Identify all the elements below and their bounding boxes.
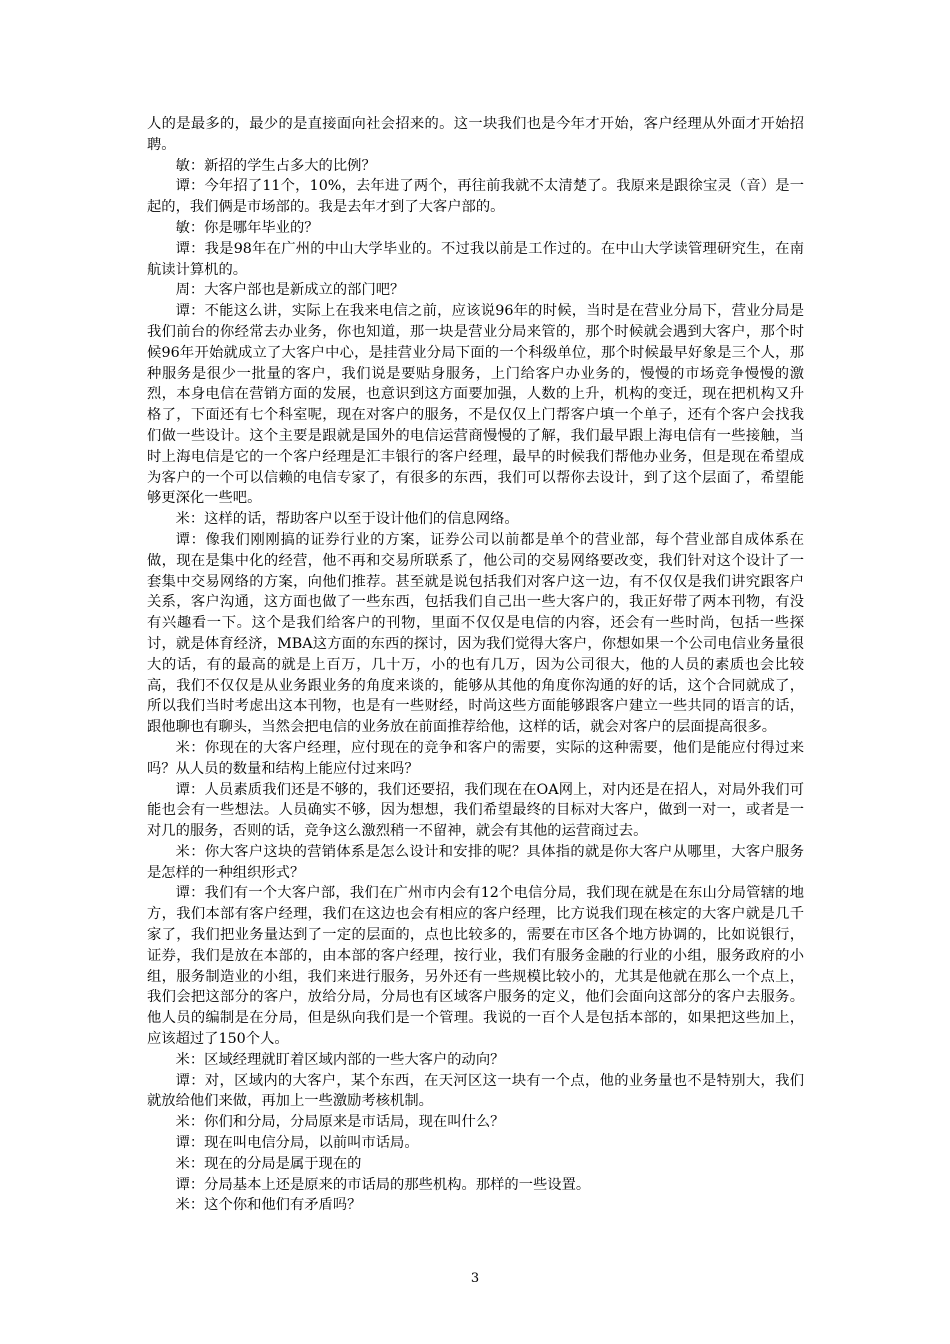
paragraph-15: 米：你们和分局，分局原来是市话局，现在叫什么？	[175, 1114, 505, 1131]
paragraph-8: 谭：像我们刚刚搞的证券行业的方案，证券公司以前都是单个的营业部，每个营业部自成体系在做，现在是集中化的经营，他不再和交易所联系了，他公司的交易网络要改变，我们针对这个设计了一套集中交易网络的方案，向他们推荐。甚至就是说包括我们对客户这一边，有不仅仅是我们讲究跟客户关系，客户沟通，这方面也做了一些东西，包括我们自己出一些大客户的，我正好带了两本刊物，有没有兴趣看一下。这个是我们给客户的刊物，里面不仅仅是电信的内容，还会有一些时尚，包括一些探讨，就是体育经济，MBA这方面的东西的探讨，因为我们觉得大客户，你想如果一个公司电信业务量很大的话，有的最高的就是上百万，几十万，小的也有几万，因为公司很大，他的人员的素质也会比较高，我们不仅仅是从业务跟业务的角度来谈的，能够从其他的角度你沟通的好的话，这个合同就成了，所以我们当时考虑出这本刊物，也是有一些财经，时尚这些方面能够跟客户建立一些共同的语言的话，跟他聊也有聊头，当然会把电信的业务放在前面推荐给他，这样的话，就会对客户的层面提高很多。	[147, 531, 804, 736]
paragraph-17: 米：现在的分局是属于现在的	[175, 1155, 362, 1172]
paragraph-11: 米：你大客户这块的营销体系是怎么设计和安排的呢？具体指的就是你大客户从哪里，大客户服务是怎样的一种组织形式？	[147, 843, 804, 881]
paragraph-1: 敏：新招的学生占多大的比例？	[175, 157, 376, 174]
paragraph-3: 敏：你是哪年毕业的？	[175, 219, 319, 236]
paragraph-10: 谭：人员素质我们还是不够的，我们还要招，我们现在在OA网上，对内还是在招人，对局外我们可能也会有一些想法。人员确实不够，因为想想，我们希望最终的目标对大客户，做到一对一，或者是一对几的服务，否则的话，竞争这么激烈稍一不留神，就会有其他的运营商过去。	[147, 781, 804, 840]
paragraph-7: 米：这样的话，帮助客户以至于设计他们的信息网络。	[175, 511, 519, 528]
paragraph-2: 谭：今年招了11个，10%，去年进了两个，再往前我就不太清楚了。我原来是跟徐宝灵（音）是一起的，我们俩是市场部的。我是去年才到了大客户部的。	[147, 178, 804, 216]
paragraph-12: 谭：我们有一个大客户部，我们在广州市内会有12个电信分局，我们现在就是在东山分局管辖的地方，我们本部有客户经理，我们在这边也会有相应的客户经理，比方说我们现在核定的大客户就是几千家了，我们把业务量达到了一定的层面的，点也比较多的，需要在市区各个地方协调的，比如说银行，证券，我们是放在本部的，由本部的客户经理，按行业，我们有服务金融的行业的小组，服务政府的小组，服务制造业的小组，我们来进行服务，另外还有一些规模比较小的，尤其是他就在那么一个点上，我们会把这部分的客户，放给分局，分局也有区域客户服务的定义，他们会面向这部分的客户去服务。他人员的编制是在分局，但是纵向我们是一个管理。我说的一百个人是包括本部的，如果把这些加上，应该超过了150个人。	[147, 885, 804, 1048]
paragraph-6: 谭：不能这么讲，实际上在我来电信之前，应该说96年的时候，当时是在营业分局下，营业分局是我们前台的你经常去办业务，你也知道，那一块是营业分局来管的，那个时候就会遇到大客户，那个时候96年开始就成立了大客户中心，是挂营业分局下面的一个科级单位，那个时候最早好象是三个人，那种服务是很少一批量的客户，我们说是要贴身服务，上门给客户办业务的，慢慢的市场竞争慢慢的激烈，本身电信在营销方面的发展，也意识到这方面要加强，人数的上升，机构的变迁，现在把机构又升格了，下面还有七个科室呢，现在对客户的服务，不是仅仅上门帮客户填一个单子，还有个客户会找我们做一些设计。这个主要是跟就是国外的电信运营商慢慢的了解，我们最早跟上海电信有一些接触，当时上海电信是它的一个客户经理是汇丰银行的客户经理，最早的时候我们帮他办业务，但是现在希望成为客户的一个可以信赖的电信专家了，有很多的东西，我们可以帮你去设计，到了这个层面了，希望能够更深化一些吧。	[147, 303, 804, 507]
paragraph-13: 米：区域经理就盯着区域内部的一些大客户的动向？	[175, 1051, 505, 1068]
document-body	[147, 114, 804, 1216]
paragraph-5: 周：大客户部也是新成立的部门吧？	[175, 282, 405, 299]
page-number: 3	[470, 1271, 480, 1286]
paragraph-16: 谭：现在叫电信分局，以前叫市话局。	[175, 1135, 419, 1152]
paragraph-0: 人的是最多的，最少的是直接面向社会招来的。这一块我们也是今年才开始，客户经理从外面才开始招聘。	[147, 116, 804, 153]
paragraph-18: 谭：分局基本上还是原来的市话局的那些机构。那样的一些设置。	[175, 1176, 591, 1193]
paragraph-4: 谭：我是98年在广州的中山大学毕业的。不过我以前是工作过的。在中山大学读管理研究生，在南航读计算机的。	[147, 240, 804, 278]
paragraph-19: 米：这个你和他们有矛盾吗？	[175, 1197, 362, 1214]
paragraph-9: 米：你现在的大客户经理，应付现在的竞争和客户的需要，实际的这种需要，他们是能应付得过来吗？从人员的数量和结构上能应付过来吗？	[147, 739, 804, 777]
paragraph-14: 谭：对，区域内的大客户，某个东西，在天河区这一块有一个点，他的业务量也不是特别大，我们就放给他们来做，再加上一些激励考核机制。	[147, 1072, 804, 1110]
